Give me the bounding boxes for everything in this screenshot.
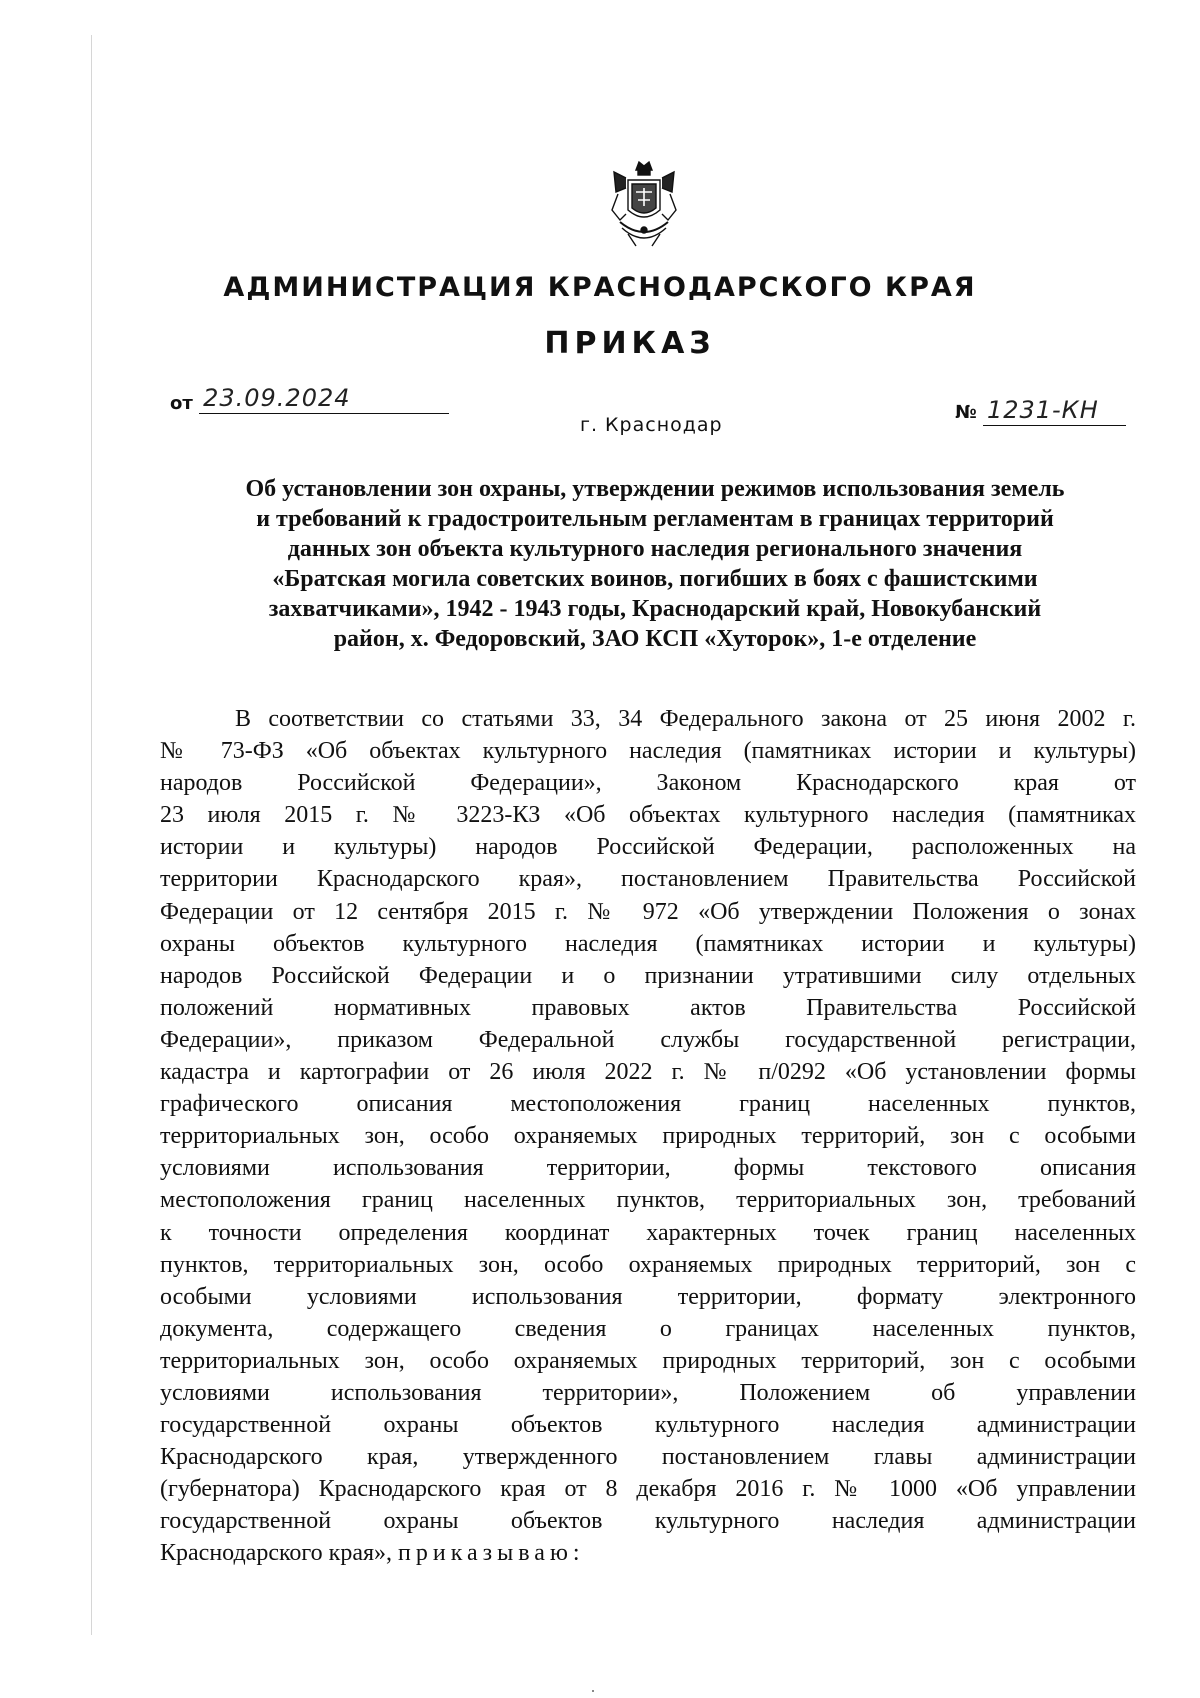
- body-line: положений нормативных правовых актов Правительства Российской: [160, 994, 1136, 1021]
- city-label: г. Краснодар: [580, 414, 723, 436]
- body-line: народов Российской Федерации», Законом Краснодарского края от: [160, 770, 1136, 797]
- body-line: № 73-ФЗ «Об объектах культурного наследия (памятниках истории и культуры): [160, 738, 1136, 765]
- date-prefix: от: [170, 393, 193, 414]
- body-line: (губернатора) Краснодарского края от 8 декабря 2016 г. № 1000 «Об управлении: [160, 1476, 1136, 1503]
- body-line: графического описания местоположения границ населенных пунктов,: [160, 1091, 1136, 1118]
- body-line: территориальных зон, особо охраняемых природных территорий, зон с особыми: [160, 1123, 1136, 1150]
- body-closing-line: [160, 1537, 1136, 1569]
- title-line: и требований к градостроительным регламентам в границах территорий: [256, 506, 1054, 532]
- body-line: к точности определения координат характерных точек границ населенных: [160, 1219, 1136, 1246]
- body-line: местоположения границ населенных пунктов, территориальных зон, требований: [160, 1187, 1136, 1214]
- title-line: захватчиками», 1942 - 1943 годы, Краснодарский край, Новокубанский: [268, 596, 1042, 622]
- title-line: «Братская могила советских воинов, погибших в боях с фашистскими: [272, 566, 1038, 592]
- body-line: Краснодарского края, утвержденного постановлением главы администрации: [160, 1444, 1136, 1471]
- number-handwritten: 1231-КН: [983, 396, 1126, 426]
- body-line: В соответствии со статьями 33, 34 Федерального закона от 25 июня 2002 г.: [235, 706, 1136, 732]
- body-line: Федерации», приказом Федеральной службы государственной регистрации,: [160, 1026, 1136, 1053]
- title-line: район, х. Федоровский, ЗАО КСП «Хуторок», 1-е отделение: [333, 626, 977, 652]
- order-body: [160, 703, 1136, 1570]
- order-number: [955, 396, 1126, 426]
- scan-speck: [592, 1690, 594, 1692]
- body-line: особыми условиями использования территории, формату электронного: [160, 1283, 1136, 1310]
- body-line: охраны объектов культурного наследия (памятниках истории и культуры): [160, 930, 1136, 957]
- body-line: истории и культуры) народов Российской Федерации, расположенных на: [160, 834, 1136, 861]
- coat-of-arms-icon: [606, 158, 682, 252]
- body-line: кадастра и картографии от 26 июля 2022 г. № п/0292 «Об установлении формы: [160, 1059, 1136, 1086]
- body-line: пунктов, территориальных зон, особо охраняемых природных территорий, зон с: [160, 1251, 1136, 1278]
- title-line: Об установлении зон охраны, утверждении режимов использования земель: [245, 476, 1065, 502]
- agency-name: АДМИНИСТРАЦИЯ КРАСНОДАРСКОГО КРАЯ: [223, 272, 977, 303]
- order-title: [160, 474, 1150, 654]
- date-handwritten: 23.09.2024: [199, 384, 449, 414]
- body-line: документа, содержащего сведения о границах населенных пунктов,: [160, 1315, 1136, 1342]
- body-line: государственной охраны объектов культурного наследия администрации: [160, 1412, 1136, 1439]
- body-line: народов Российской Федерации и о признании утратившими силу отдельных: [160, 962, 1136, 989]
- order-date: [170, 384, 449, 414]
- body-line: условиями использования территории», Положением об управлении: [160, 1379, 1136, 1406]
- body-line: государственной охраны объектов культурного наследия администрации: [160, 1508, 1136, 1535]
- document-type: ПРИКАЗ: [544, 326, 716, 361]
- number-prefix: №: [955, 402, 977, 423]
- body-line: условиями использования территории, формы текстового описания: [160, 1155, 1136, 1182]
- closing-word: приказываю:: [398, 1540, 585, 1567]
- body-line: Федерации от 12 сентября 2015 г. № 972 «Об утверждении Положения о зонах: [160, 898, 1136, 925]
- body-line: территориальных зон, особо охраняемых природных территорий, зон с особыми: [160, 1347, 1136, 1374]
- body-line: территории Краснодарского края», постановлением Правительства Российской: [160, 866, 1136, 893]
- closing-lead: Краснодарского края»,: [160, 1540, 393, 1567]
- title-line: данных зон объекта культурного наследия регионального значения: [287, 536, 1023, 562]
- body-line: 23 июля 2015 г. № 3223-КЗ «Об объектах культурного наследия (памятниках: [160, 802, 1136, 829]
